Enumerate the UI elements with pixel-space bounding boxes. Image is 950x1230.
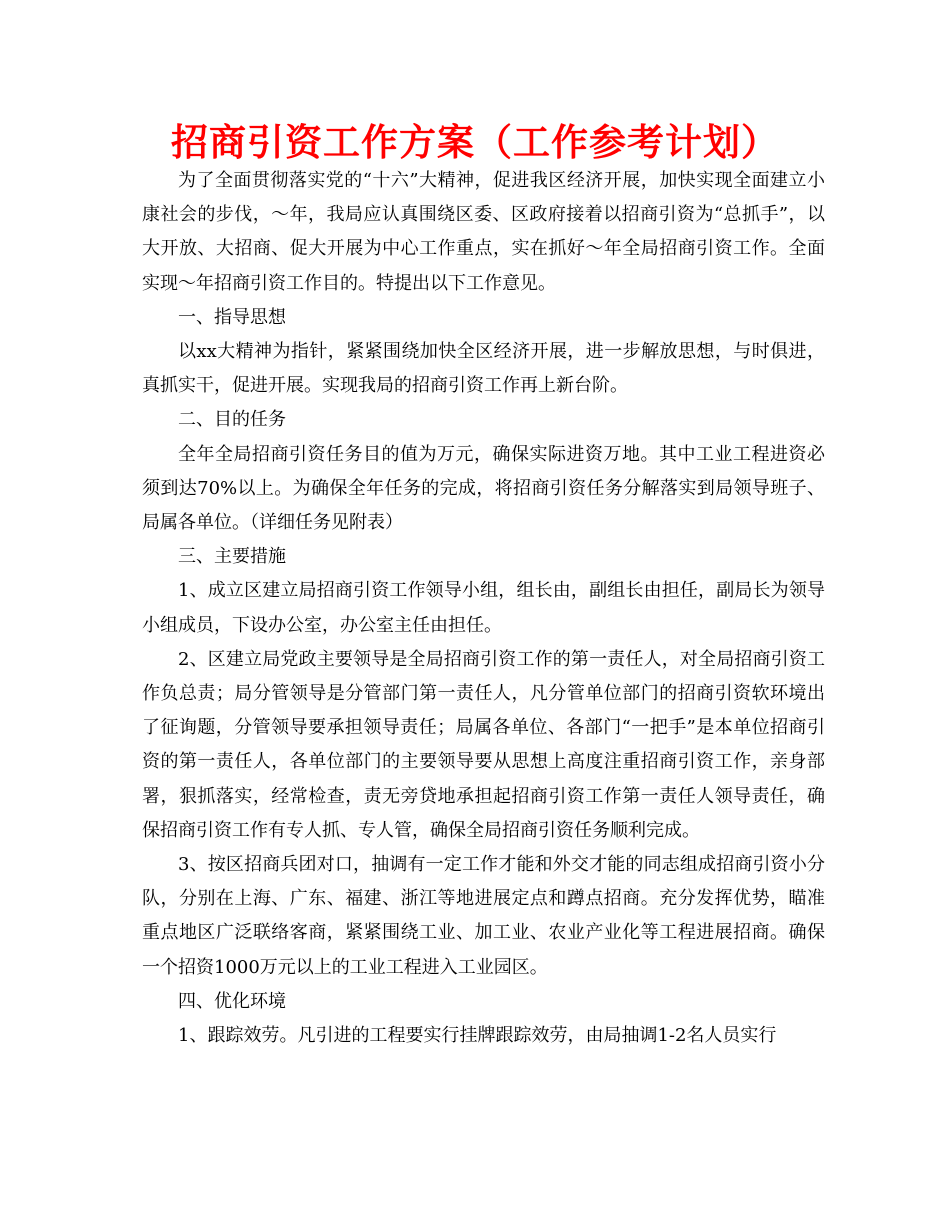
heading-main-measures: 三、主要措施 — [178, 546, 286, 568]
paragraph-intro: 为了全面贯彻落实党的“十六”大精神，促进我区经济开展，加快实现全面建立小康社会的步伐，～年，我局应认真围绕区委、区政府接着以招商引资为“总抓手”，以大开放、大招商、促大开展为中心工作重点，实在抓好～年全局招商引资工作。全面实现～年招商引资工作目的。特提出以下工作意见。 — [142, 170, 825, 294]
paragraph-goals-tasks: 全年全局招商引资任务目的值为万元，确保实际进资万地。其中工业工程进资必须到达70%以上。为确保全年任务的完成，将招商引资任务分解落实到局领导班子、局属各单位。（详细任务见附表） — [142, 443, 825, 534]
paragraph-measure-2: 2、区建立局党政主要领导是全局招商引资工作的第一责任人，对全局招商引资工作负总责；局分管领导是分管部门第一责任人，凡分管单位部门的招商引资软环境出了征询题，分管领导要承担领导责任；局属各单位、各部门“一把手”是本单位招商引资的第一责任人，各单位部门的主要领导要从思想上高度注重招商引资工作，亲身部署，狠抓落实，经常检查，责无旁贷地承担起招商引资工作第一责任人领导责任，确保招商引资工作有专人抓、专人管，确保全局招商引资任务顺利完成。 — [142, 648, 825, 841]
heading-guiding-ideology: 一、指导思想 — [178, 306, 286, 328]
document-title: 招商引资工作方案（工作参考计划） — [171, 121, 779, 164]
paragraph-environment-1: 1、跟踪效劳。凡引进的工程要实行挂牌跟踪效劳，由局抽调1-2名人员实行 — [178, 1025, 777, 1047]
paragraph-measure-1: 1、成立区建立局招商引资工作领导小组，组长由，副组长由担任，副局长为领导小组成员，下设办公室，办公室主任由担任。 — [142, 580, 825, 636]
document-body — [142, 164, 825, 1053]
paragraph-measure-3: 3、按区招商兵团对口，抽调有一定工作才能和外交才能的同志组成招商引资小分队，分别在上海、广东、福建、浙江等地进展定点和蹲点招商。充分发挥优势，瞄准重点地区广泛联络客商，紧紧围绕工业、加工业、农业产业化等工程进展招商。确保一个招资1000万元以上的工业工程进入工业园区。 — [142, 854, 825, 978]
paragraph-guiding-ideology: 以xx大精神为指针，紧紧围绕加快全区经济开展，进一步解放思想，与时俱进，真抓实干，促进开展。实现我局的招商引资工作再上新台阶。 — [142, 341, 825, 397]
heading-goals-tasks: 二、目的任务 — [178, 409, 286, 431]
heading-optimize-environment: 四、优化环境 — [178, 990, 286, 1012]
